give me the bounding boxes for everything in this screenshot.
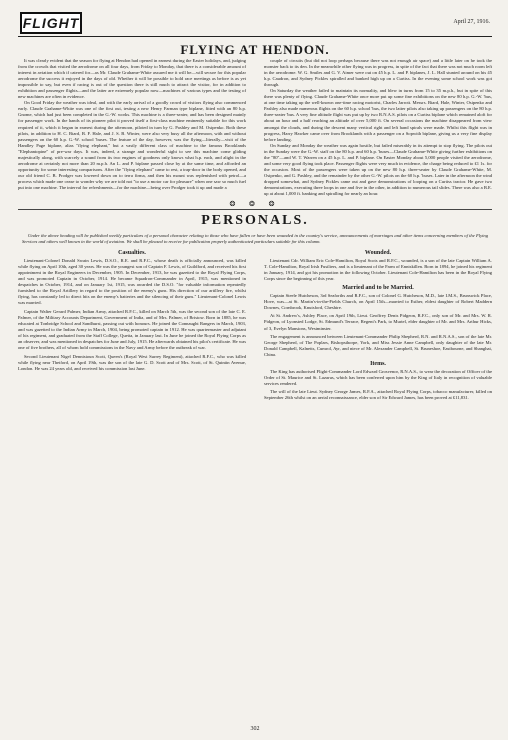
magazine-page — [18, 10, 492, 732]
masthead — [18, 10, 492, 37]
page-number: 302 — [250, 726, 260, 732]
paragraph: Lieutenant-Colonel Donald Swain Lewis, D.S.O., R.E. and R.F.C., whose death is officially announced, was killed while flying on April 10th, aged 30 years. He was the youngest son of Captain F. Lewis, of Guildford, and received his first appointment in the Royal Engineers in December, 1905. In December, 1913, he was gazetted to the Royal Flying Corps, and was promoted Captain in October, 1914. He became Squadron-Commander in April, 1915, was mentioned in despatches in October, 1914, and on January 1st, 1915, was awarded the D.S.O. "for valuable information repeatedly furnished to the Royal Artillery in regard to the position of the enemy's guns. His direction of our artillery fire, whilst flying, has constantly led to direct hits on the enemy's batteries and the silencing of their guns." Lieutenant-Colonel Lewis was married. — [18, 258, 246, 306]
paragraph: At St. Andrew's, Ashley Place, on April 19th, Lieut. Geoffrey Denis Pidgeon, R.F.C., only son of Mr. and Mrs. W. R. Pidgeon, of Lyonsted Lodge, St. Edmund's Terrace, Regent's Park, to Muriel, elder daughter of Mr. and Mrs. Arthur Hicks, of 3, Evelyn Mansions, Westminster. — [264, 313, 492, 331]
wounded-heading: Wounded. — [364, 250, 392, 257]
paragraph: Second Lieutenant Nigel Dennistoun Scott, Queen's (Royal West Surrey Regiment), attached R.F.C., who was killed while flying near Thetford, on April 19th, was the son of the late G. D. Scott and of Mrs. Scott, of St. Quintin Avenue, London. He was 24 years old, and received his commission last June. — [18, 353, 246, 371]
personals-right-column — [264, 248, 492, 404]
hendon-left-column — [18, 58, 246, 197]
paragraph: The King has authorised Flight-Commander Lord Edward Grosvenor, R.N.A.S., to wear the decoration of Officer of the Order of St. Maurice and St. Lazarus, which has been conferred upon him by the King of Italy in recognition of valuable services rendered. — [264, 368, 492, 386]
paragraph: couple of circuits (but did not loop perhaps because there was not enough air space) and a little later on he took the monster back to its den. In the meanwhile other flying was in progress, in spite of the fact that there was not much room left in the aerodrome. W. G. Smiles and G. V. Aimer were out on 45 h.p. L. and P. biplanes, J. L. Hall stunted around on his 45 h.p. Caudron, and Sydney Pickles spiralled and banked high up on a Curtiss. In the evening some school work was got through. — [264, 58, 492, 88]
paragraph: The will of the late Lieut. Sydney George James, R.F.A., attached Royal Flying Corps, tobacco manufacturer, killed on September 26th whilst on an aerial reconnaissance, elder son of Sir Edward James, has been proved at £11,831. — [264, 389, 492, 401]
section-ornament: ❂ ❂ ❂ — [229, 200, 281, 209]
paragraph: Captain Walter Gerard Palmer, Indian Army, attached R.F.C., killed on March 5th, was the second son of the late C. E. Palmer, of the Military Accounts Department, Government of India, and of Mrs. Palmer, of Bristow. Born in 1885, he was educated at Tonbridge School and Sandhurst, passing out with honours. He joined the Connaught Rangers in March, 1903, and was gazetted to the Indian Army in March, 1904, being promoted captain in 1912. He was quartermaster and adjutant of his regiment, and graduated from the Staff College, Quetta, in January last. In June he joined the Royal Flying Corps as an observer, and was mentioned in despatches for June and July, 1915. He afterwards obtained his pilot's certificate. He was one of five brothers, all of whom hold commissions in the Navy and Army before the outbreak of war. — [18, 308, 246, 351]
personals-left-column — [18, 248, 246, 404]
personals-intro: Under the above heading will be published weekly particulars of a personal character relating to those who have fallen or have been wounded in the country's service, announcements of marriages and other items concerning members of the Flying Services and others well known in the world of aviation. We shall be pleased to receive for publication properly authenticated particulars suitable for this column. — [22, 233, 488, 245]
flight-logo: FLIGHT — [20, 12, 82, 34]
paragraph: Lieutenant Cdr. William Eric Cole-Hamilton, Royal Scots and R.F.C., wounded, is a son of the late Captain William A. T. Cole-Hamilton, Royal Irish Fusiliers, and is a lieutenant of the Farm of Enniskillen. Born in 1894, he joined his regiment in January, 1914, and got his promotion in the following October. Lieutenant Cole-Hamilton has been in the Royal Flying Corps since the beginning of this year. — [264, 258, 492, 282]
paragraph: The engagement is announced between Lieutenant-Commander Philip Shepherd, R.N. and R.N.A.S., son of the late Mr. George Shepherd, of The Poplars, Bishopsthorpe, York, and Miss Jessie Anne Campbell, only daughter of the late Mr. Donald Campbell, Kalnetts, Cumrol, Ayr, and niece of Mr. Alexander Campbell, St. Bruneshoe, Eastbourne, and Shanghai, China. — [264, 334, 492, 358]
issue-date: April 27, 1916. — [453, 19, 490, 25]
paragraph: It was clearly evident that the season for flying at Hendon had opened in earnest during the Easter holidays, and, judging from the crowds that visited the aerodrome on all four days, from Friday to Monday, that there is a considerable amount of interest in aviation which if catered for—as Mr. Claude Grahame-White assured me it will be—will secure for this popular aerodrome the success it enjoyed in the days of old. Whether it will be possible to hold race meetings as before is as yet impossible to say, but even if racing is out of the question there is still much to attract the visitor, for in addition to exhibition and passenger flights—and the latter are extremely popular now—machines of various types and the testing of new machines are often in evidence. — [18, 58, 246, 100]
paragraph: Captain Steele Hutcheson, 3rd Seaforths and R.F.C., son of Colonel G. Hutcheson, M.D., late I.M.S., Brunswick Place, Hove, was—at St. Martin's-in-the-Fields Church, on April 15th—married to Esther, eldest daughter of Robert Maddern Downes, Cornbrook, Knutsford, Cheshire. — [264, 292, 492, 310]
hendon-right-column — [264, 58, 492, 197]
paragraph: On Sunday and Monday the weather was again hostile, but failed miserably in its attempt to stop flying. The pilots out in the Sunday were the G.-W. staff on the 80 h.p. and 60 h.p. 'buses—Claude Grahame-White giving further exhibitions on the "80"—and W. T. Warren on a 45 h.p. L. and P. biplane. On Easter Monday about 5,000 people visited the aerodrome, and some very good flying took place. Passenger flights were very much in evidence, the charge being reduced to £1 1s. for the occasion. Most of the passengers were taken up on the new 80 h.p. three-seater by Claude Grahame-White, M. Osipenko, and G. Pashley, and the remainder by the other G.-W. pilots on the 60 h.p. 'buses. Later in the afternoon the wind dropped somewhat, and Sydney Pickles came out and gave demonstrations of looping on a Curtiss tractor. He gave two demonstrations, executing three loops in one and five in the other, in addition to numerous tail slides. There was also a B.E. up at about 1,000 ft. banking and spiralling for nearly an hour. — [264, 142, 492, 197]
items-heading: Items. — [370, 360, 386, 367]
married-heading: Married and to be Married. — [342, 284, 414, 291]
paragraph: On Good Friday the weather was ideal, and with the early arrival of a goodly crowd of visitors flying also commenced early. Claude Grahame-White was one of the first out, testing a new Henry Farman type biplane, fitted with an 80 h.p. Gnome, which had just been completed in the G.-W. works. This machine is a three-seater, and has been designed mainly for passenger work. In the hands of its pioneer pilot it proved itself a first-class machine eminently suitable for this work required of it, which it began in earnest during the afternoon, piloted in turn by G. Pashley and M. Osipenko. Both these pilots, in addition to H. C. Biard, B. F. Hale, and J. S. B. Winter, were also very busy all the afternoon, with and without passengers on the 60 h.p. G.-W. school 'buses. The feature of the day, however, was the flying—literally—visit of the Handley Page biplane, alias "flying elephant," but a vastly different class of machine to the famous Brooklands "Elephantopine" of pre-war days. It was, indeed, a strange and wonderful sight to see this machine come gliding majestically along, with scarcely a sound from its two engines of goodness only knows what h.p. each, and alight in the aerodrome at certainly not more than 20 m.p.h. An L. and P. biplane passed close by at the same time, and afforded an opportunity for some interesting comparisons. After the "flying elephant" came to rest, a trap-door in the body opened, and our old friend C. B. Prodger was lowered down on to terra firma, and then his mount was replenished with petrol—a process which made one cease to wonder why we are told not "to use a motor car for pleasure" when one saw so much fuel put into one machine. The interval for refreshments—for the machine—being over Prodger took it up and made a — [18, 100, 246, 190]
hendon-body — [18, 58, 492, 197]
casualties-heading: Casualties. — [118, 250, 146, 257]
paragraph: On Saturday the weather failed to maintain its normality, and blew in turns from 15 to 35 m.p.h., but in spite of this there was plenty of flying. Claude Grahame-White once more put up some fine exhibitions on the new 80 h.p. G.-W. 'bus, at one time taking up the well-known one-time racing motorist, Charles Jarrott. Messrs. Biard, Hale, Winter, Osipenko and Pashley also made numerous flights on the 60 h.p. school 'bus, the two latter pilots also taking up passengers on the 80 h.p. three-seater 'bus. A very fine altitude flight was put up by two R.N.A.S. pilots on a Curtiss biplane which remained aloft for about an hour and a half reaching an altitude of over 5,000 ft. On several occasions the machine disappeared from view amongst the clouds, and during the descent many vertical right and left hand spirals were made. Whilst this flight was in progress, Harry Hawker came over from Brooklands with a passenger on a Sopwith biplane, giving us a very fine display before landing. — [264, 88, 492, 142]
article-title-hendon: FLYING AT HENDON. — [180, 42, 330, 57]
article-title-personals: PERSONALS. — [18, 209, 492, 231]
personals-body — [18, 248, 492, 404]
